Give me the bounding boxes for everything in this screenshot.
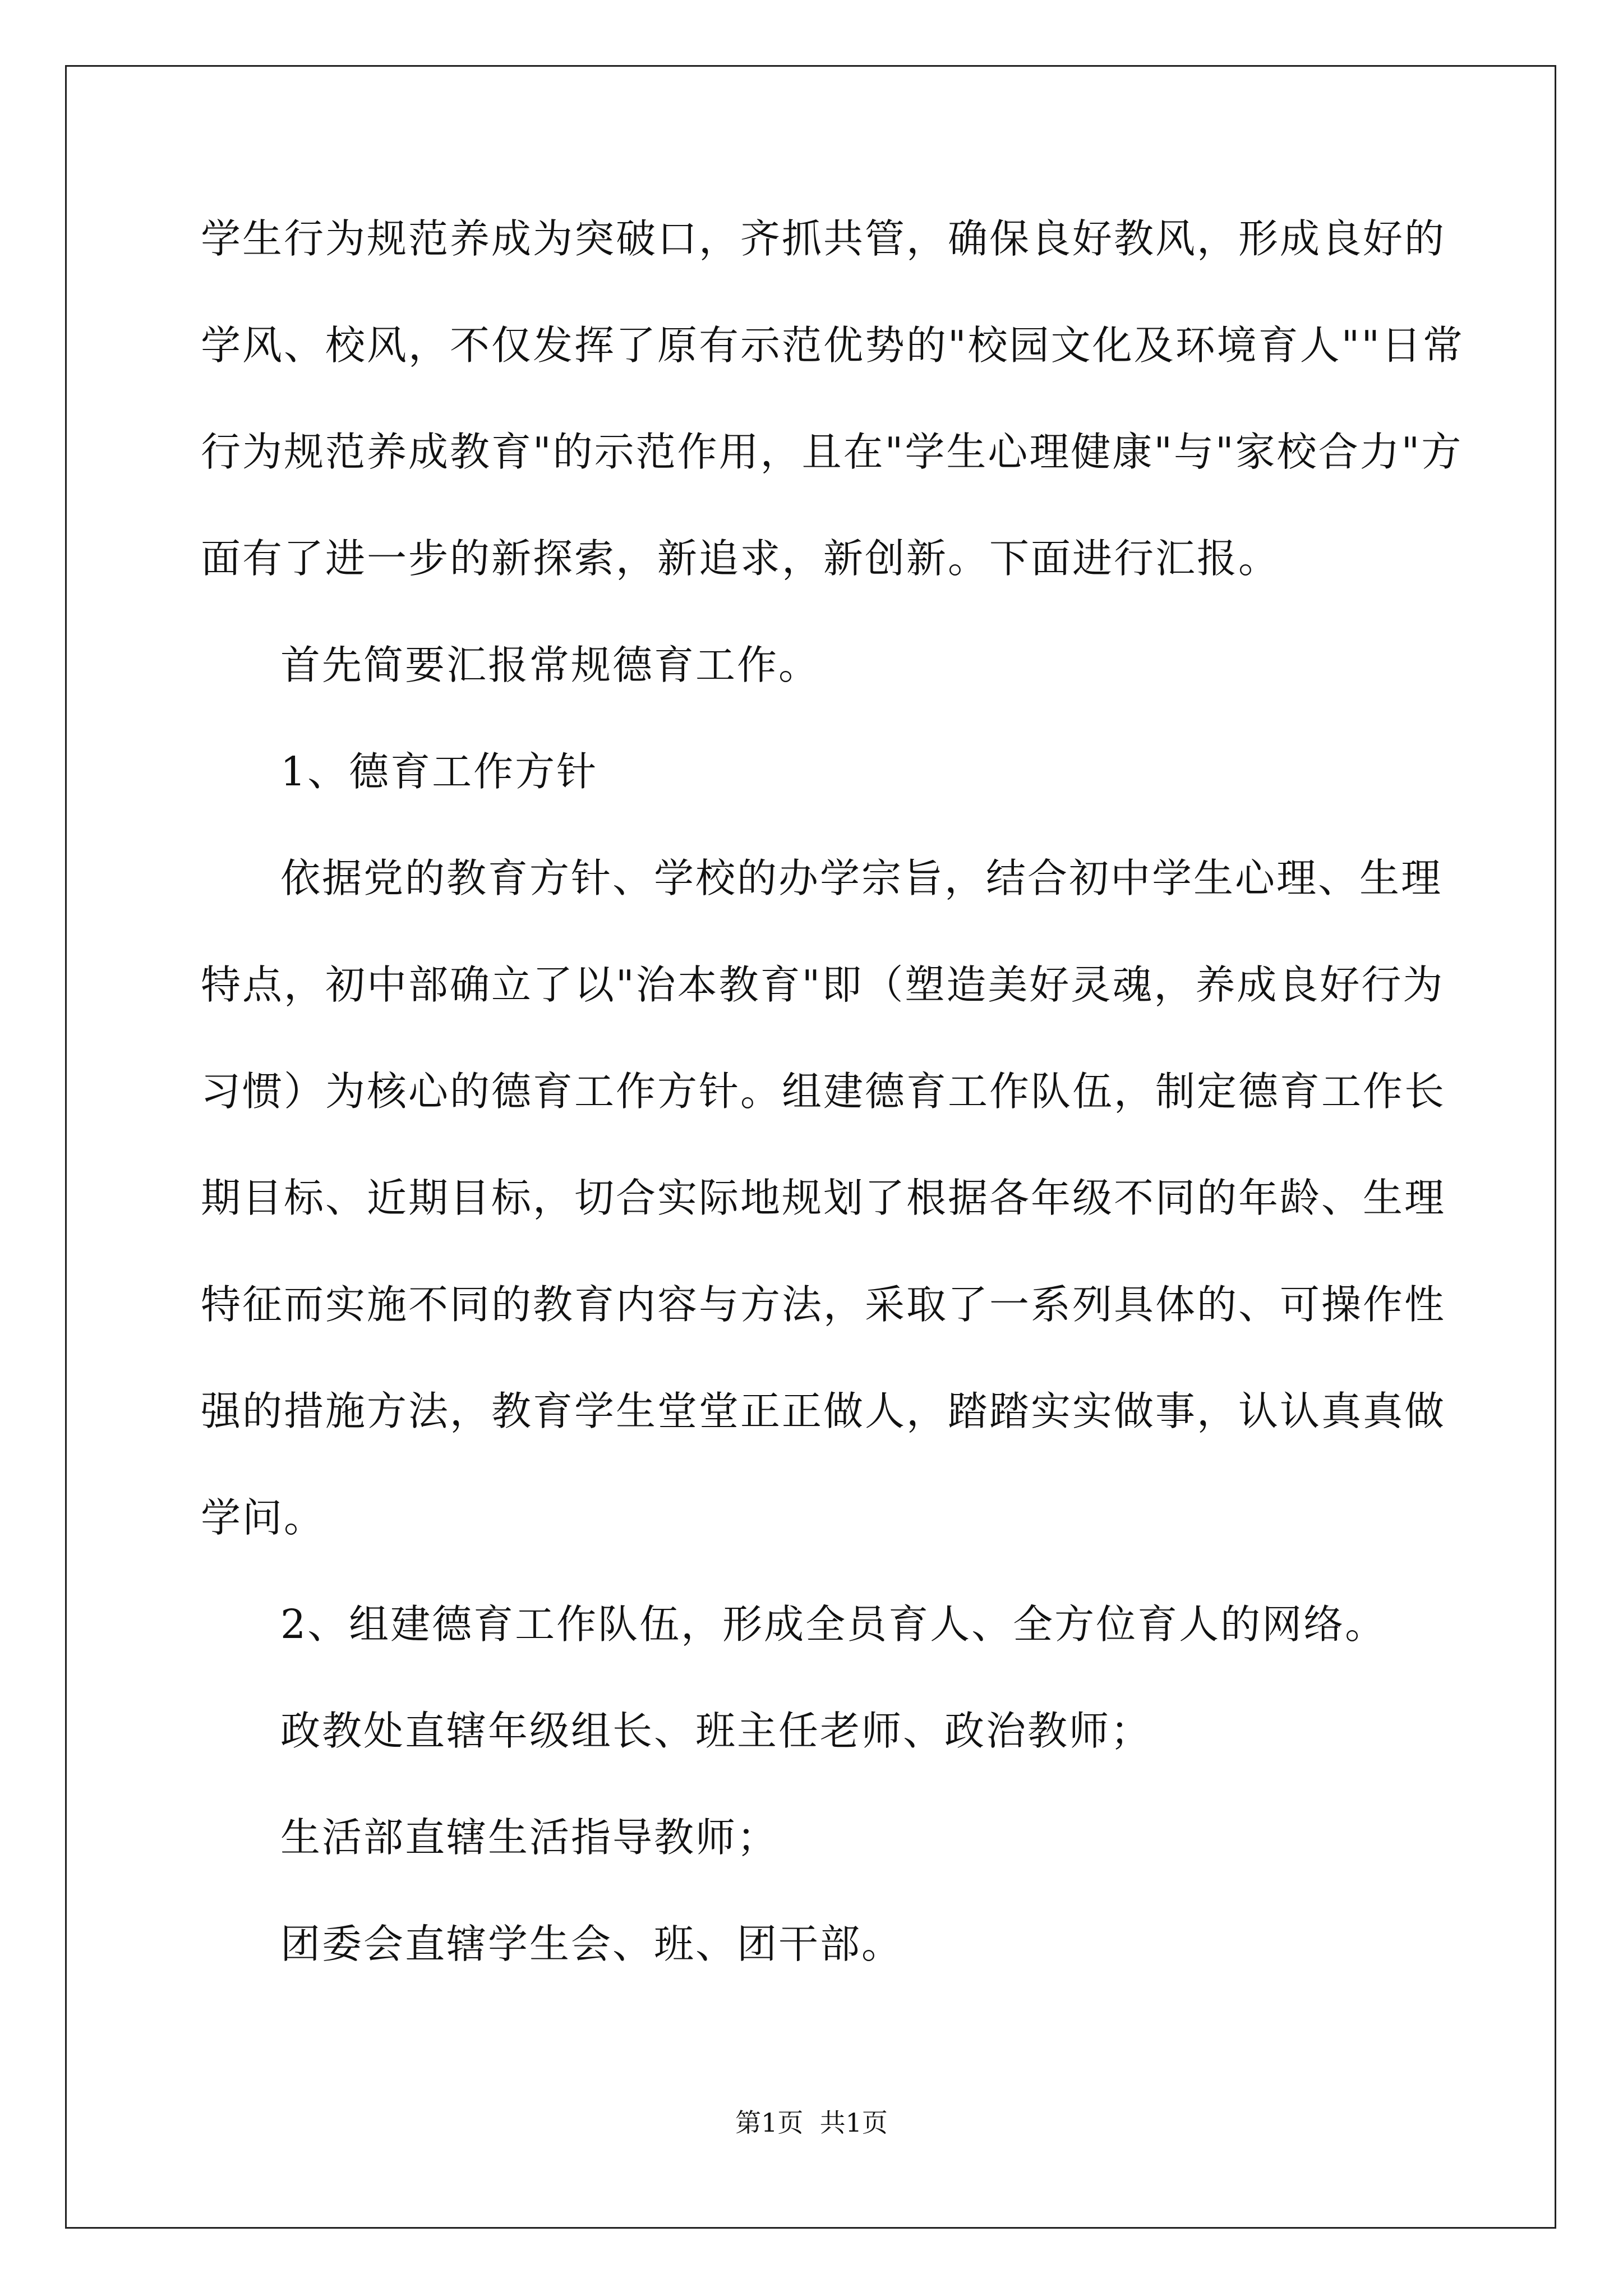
text-line: 行为规范养成教育"的示范作用，且在"学生心理健康"与"家校合力"方: [201, 429, 1463, 475]
text-line: 团委会直辖学生会、班、团干部。: [280, 1921, 903, 1967]
text-line: 生活部直辖生活指导教师；: [280, 1814, 779, 1861]
text-line: 特征而实施不同的教育内容与方法，采取了一系列具体的、可操作性: [201, 1281, 1446, 1328]
text-line: 学生行为规范养成为突破口，齐抓共管，确保良好教风，形成良好的: [201, 215, 1446, 262]
text-line: 习惯）为核心的德育工作方针。组建德育工作队伍，制定德育工作长: [201, 1068, 1446, 1115]
text-line: 学风、校风，不仅发挥了原有示范优势的"校园文化及环境育人""日常: [201, 322, 1464, 369]
text-line: 面有了进一步的新探索，新追求，新创新。下面进行汇报。: [201, 535, 1280, 582]
text-line: 依据党的教育方针、学校的办学宗旨，结合初中学生心理、生理: [280, 855, 1443, 901]
text-line: 学问。: [201, 1494, 326, 1541]
section-heading: 1、德育工作方针: [280, 748, 598, 795]
document-body: [201, 212, 1464, 2024]
text-line: 政教处直辖年级组长、班主任老师、政治教师；: [280, 1708, 1152, 1754]
text-line: 期目标、近期目标，切合实际地规划了根据各年级不同的年龄、生理: [201, 1175, 1446, 1221]
section-heading: 2、组建德育工作队伍，形成全员育人、全方位育人的网络。: [280, 1601, 1387, 1648]
text-line: 强的措施方法，教育学生堂堂正正做人，踏踏实实做事，认认真真做: [201, 1388, 1446, 1434]
text-line: 首先简要汇报常规德育工作。: [280, 642, 820, 688]
page-footer: 第1页 共1页: [735, 2108, 888, 2138]
text-line: 特点，初中部确立了以"治本教育"即（塑造美好灵魂，养成良好行为: [201, 961, 1445, 1008]
